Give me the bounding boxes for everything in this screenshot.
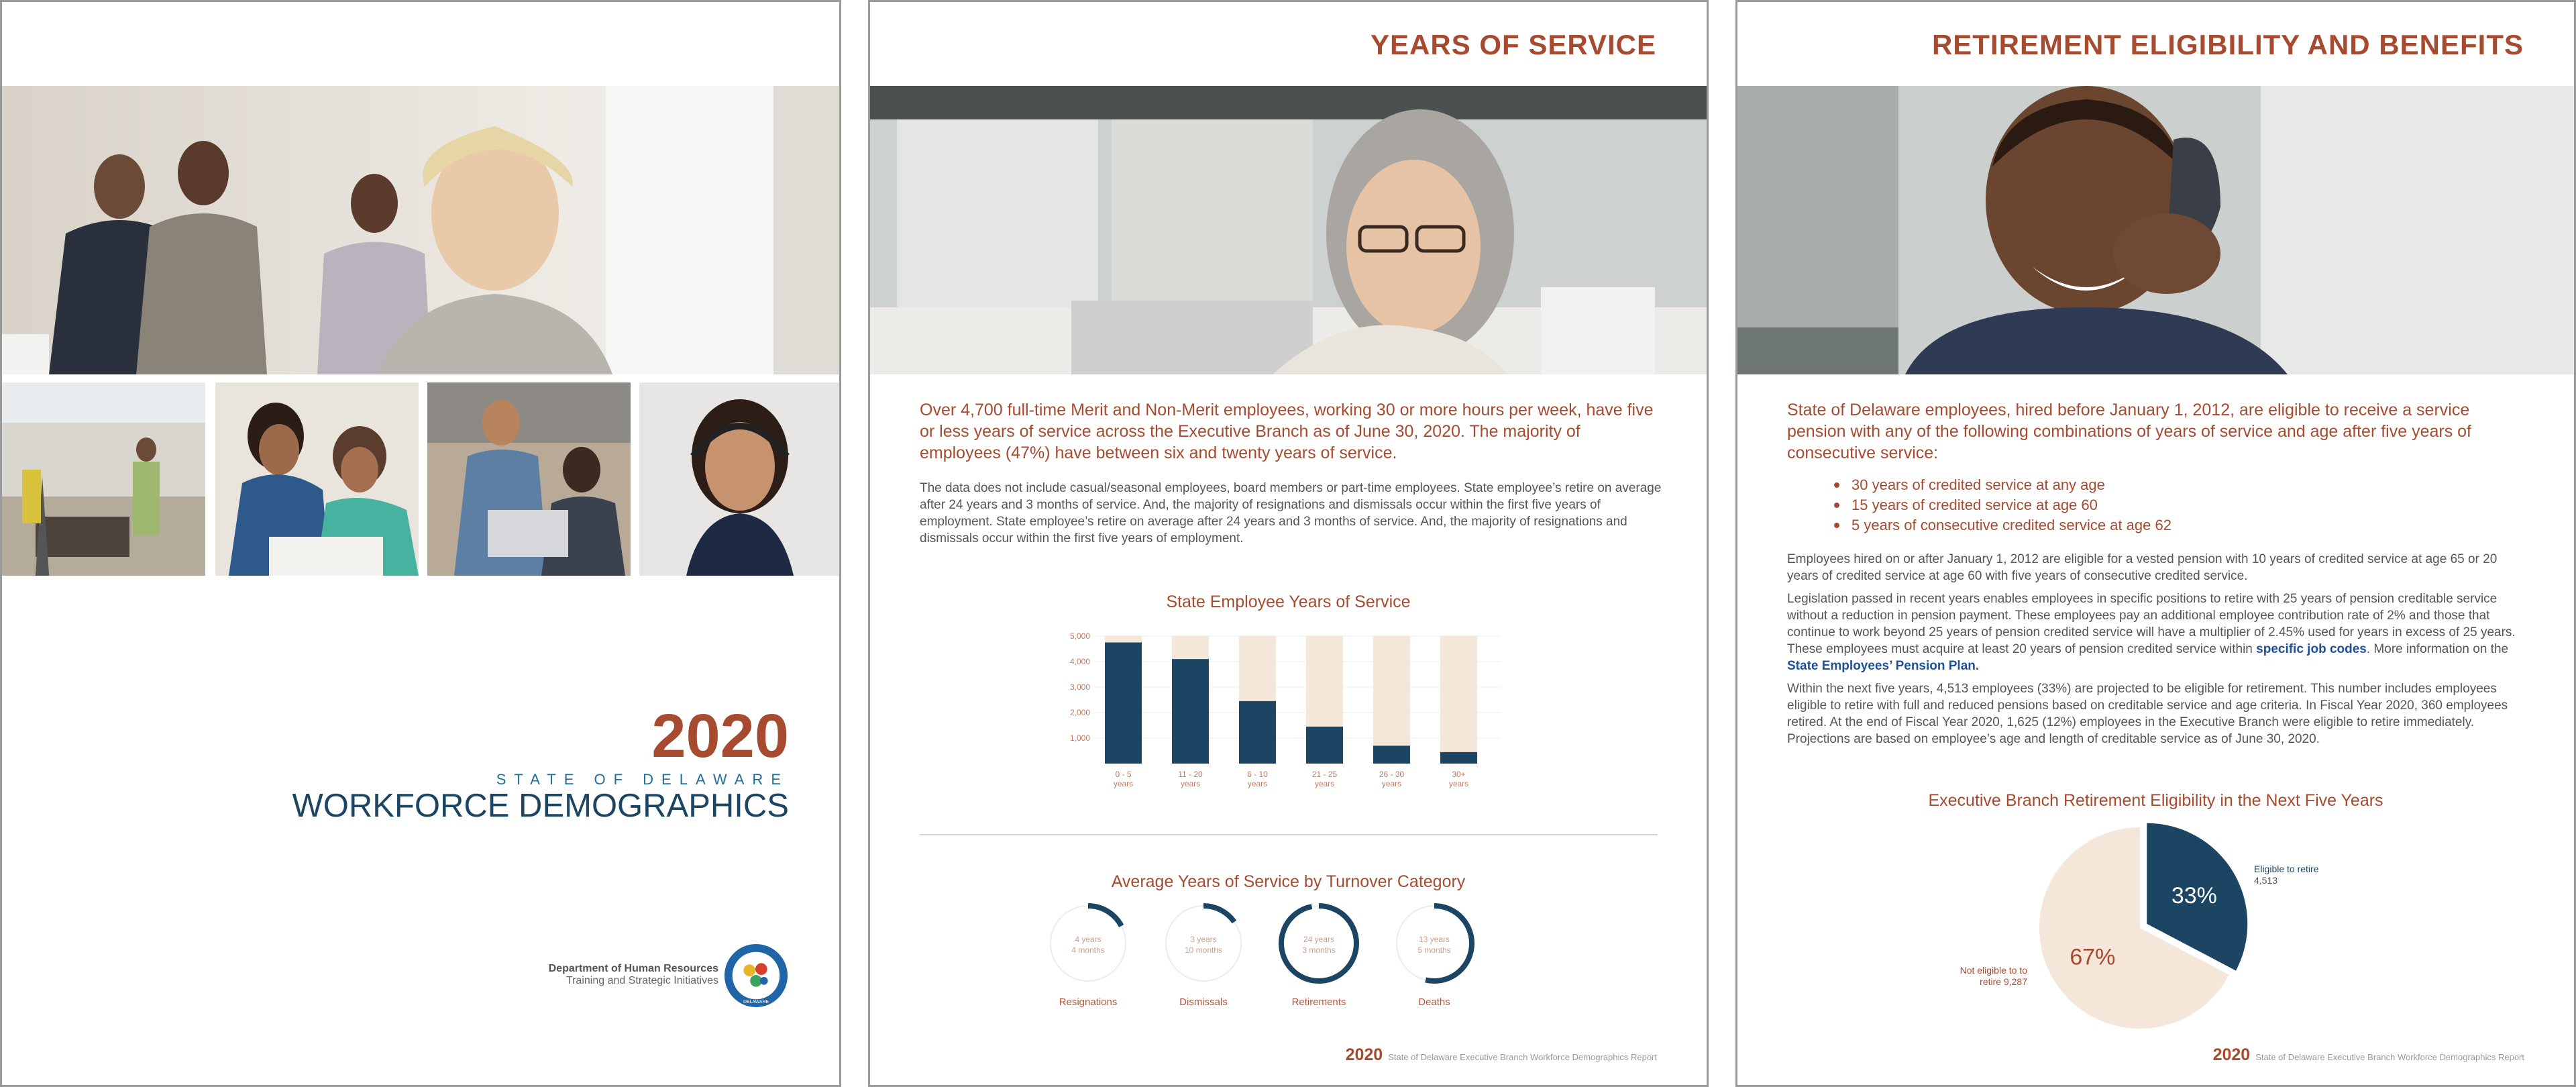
seal-text: DELAWARE (743, 1000, 769, 1005)
bar (1440, 752, 1477, 764)
section-divider (920, 834, 1658, 835)
x-tick-label: 30+ (1452, 770, 1466, 779)
x-tick-label: years (1448, 779, 1469, 788)
pie-slice-label: Not eligible to to (1960, 965, 2027, 976)
service-body (920, 480, 1664, 553)
photo-woman-with-headset (639, 382, 839, 576)
x-tick-label: years (1247, 779, 1268, 788)
x-tick-label: years (1381, 779, 1402, 788)
donut-category-label: Dismissals (1179, 996, 1228, 1008)
y-tick-label: 1,000 (1069, 733, 1090, 743)
pie-slice-value: retire 9,287 (1980, 976, 2027, 987)
hero-photo-woman-glasses (870, 86, 1707, 374)
bar (1373, 745, 1410, 764)
y-tick-label: 5,000 (1069, 631, 1090, 641)
footer-year: 2020 (2212, 1045, 2251, 1064)
x-tick-label: 11 - 20 (1178, 770, 1203, 779)
donut-value-label: 3 months (1302, 945, 1336, 955)
donut-value-label: 4 years (1075, 935, 1102, 944)
pie-percent-label: 67% (2070, 944, 2116, 970)
donut-value-label: 24 years (1303, 935, 1335, 944)
list-item: 15 years of credited service at age 60 (1851, 495, 2171, 515)
photo-construction-workers (2, 382, 205, 576)
page-footer (1346, 1045, 1657, 1065)
x-tick-label: 21 - 25 (1311, 770, 1338, 779)
department-block (549, 963, 718, 987)
service-intro: Over 4,700 full-time Merit and Non-Merit employees, working 30 or more hours per week, have five or less years of service across the Executive Branch as of June 30, 2020. The majority of employees (47%) have between six and twenty years of service. (920, 401, 1654, 462)
x-tick-label: 26 - 30 (1379, 770, 1405, 779)
donut-chart-title: Average Years of Service by Turnover Category (1111, 872, 1466, 891)
donut-value-label: 3 years (1190, 935, 1217, 944)
donut-value-label: 10 months (1184, 945, 1223, 955)
photo-men-at-laptop (427, 382, 631, 576)
footer-year: 2020 (1345, 1045, 1383, 1064)
x-tick-label: years (1113, 779, 1134, 788)
pie-percent-label: 33% (2171, 883, 2217, 909)
paragraph-new-hires: Employees hired on or after January 1, 2012 are eligible for a vested pension with 10 years of credited service at age 65 or 20 years of credited service at age 60 with five years of consecutive credited service. (1787, 552, 2498, 583)
bar-chart-title: State Employee Years of Service (1166, 592, 1411, 611)
pie-slice-label: Eligible to retire (2254, 864, 2319, 874)
page-header: YEARS OF SERVICE (1371, 29, 1656, 60)
donut-category-label: Resignations (1059, 996, 1118, 1008)
service-body-text: The data does not include casual/seasonal employees, board members or part-time employees. State employee’s retire on average after 24 years and 3 months of service. And, the majority of resignations and dismissals occur within the first five years of employment. State employee’s retire on average after 24 years and 3 months of service. And, the majority of resignations and dismissals occur within the first five years of employment. (920, 481, 1662, 546)
years-of-service-bar-chart (1058, 616, 1514, 797)
cover-title: WORKFORCE DEMOGRAPHICS (292, 788, 789, 824)
cover-state-label: STATE OF DELAWARE (496, 771, 789, 788)
donut-value-label: 5 months (1417, 945, 1451, 955)
x-tick-label: 6 - 10 (1247, 770, 1268, 779)
department-name: Department of Human Resources (548, 963, 718, 974)
page-footer (2213, 1045, 2524, 1065)
legislation-text-b: . More information on the (2366, 642, 2509, 656)
cover-year: 2020 (651, 702, 789, 770)
footer-text: State of Delaware Executive Branch Workforce Demographics Report (2255, 1052, 2524, 1062)
paragraph-projections: Within the next five years, 4,513 employees (33%) are projected to be eligible for retirement. This number includes employees eligible to retire with full and reduced pensions based on creditable service and age criteria. In Fiscal Year 2020, 360 employees retired. At the end of Fiscal Year 2020, 1,625 (12%) employees in the Executive Branch were eligible to retire immediately. Projections are based on employee’s age and length of creditable service as of June 30, 2020. (1787, 682, 2508, 746)
department-subtitle: Training and Strategic Initiatives (566, 975, 718, 986)
specific-job-codes-link[interactable]: specific job codes (2256, 642, 2367, 656)
donut-category-label: Deaths (1418, 996, 1450, 1008)
pie-slice-value: 4,513 (2254, 875, 2278, 886)
retirement-intro: State of Delaware employees, hired before January 1, 2012, are eligible to receive a service pension with any of the following combinations of years of service and age after five years of consecutive service: (1787, 401, 2472, 462)
donut-value-label: 13 years (1418, 935, 1450, 944)
bar (1105, 643, 1142, 764)
footer-text: State of Delaware Executive Branch Workforce Demographics Report (1388, 1052, 1657, 1062)
bar (1239, 701, 1276, 764)
x-tick-label: years (1314, 779, 1335, 788)
hero-photo-office-team (2, 86, 839, 374)
donut-arc (1088, 906, 1122, 926)
bar (1172, 659, 1209, 764)
bar-background (1440, 636, 1477, 764)
list-item: 30 years of credited service at any age (1851, 475, 2171, 495)
dhr-seal-logo (723, 943, 789, 1008)
donut-category-label: Retirements (1291, 996, 1346, 1008)
page-header: RETIREMENT ELIGIBILITY AND BENEFITS (1931, 29, 2524, 60)
cover-page (0, 0, 841, 1087)
x-tick-label: 0 - 5 (1115, 770, 1132, 779)
retirement-eligibility-pie-chart (1939, 814, 2368, 1035)
donut-arc (1203, 906, 1234, 922)
turnover-donut-charts (1038, 898, 1534, 1015)
years-of-service-page (868, 0, 1709, 1087)
pension-plan-link[interactable]: State Employees’ Pension Plan. (1787, 659, 1980, 673)
bar-background (1373, 636, 1410, 764)
legislation-text-a: Legislation passed in recent years enables employees in specific positions to retire with 25 years of pension creditable service without a reduction in pension payment. These employees pay an additional employee contribution rate of 2% and those that continue to work beyond 25 years of pension credited service will have a multiplier of 2.45% used for years in excess of 25 years. These employees must acquire at least 20 years of pension credited service within (1787, 592, 2516, 656)
pie-chart-title: Executive Branch Retirement Eligibility in the Next Five Years (1928, 791, 2383, 810)
paragraph-legislation (1787, 590, 2532, 674)
y-tick-label: 3,000 (1069, 682, 1090, 692)
retirement-page (1735, 0, 2576, 1087)
y-tick-label: 2,000 (1069, 708, 1090, 717)
retirement-body (1787, 551, 2532, 754)
y-tick-label: 4,000 (1069, 657, 1090, 666)
bar (1306, 727, 1343, 764)
donut-value-label: 4 months (1071, 945, 1105, 955)
photo-two-women-reviewing (215, 382, 419, 576)
list-item: 5 years of consecutive credited service at age 62 (1851, 515, 2171, 535)
eligibility-list (1851, 475, 2171, 535)
hero-photo-man-on-phone (1737, 86, 2574, 374)
x-tick-label: years (1180, 779, 1201, 788)
